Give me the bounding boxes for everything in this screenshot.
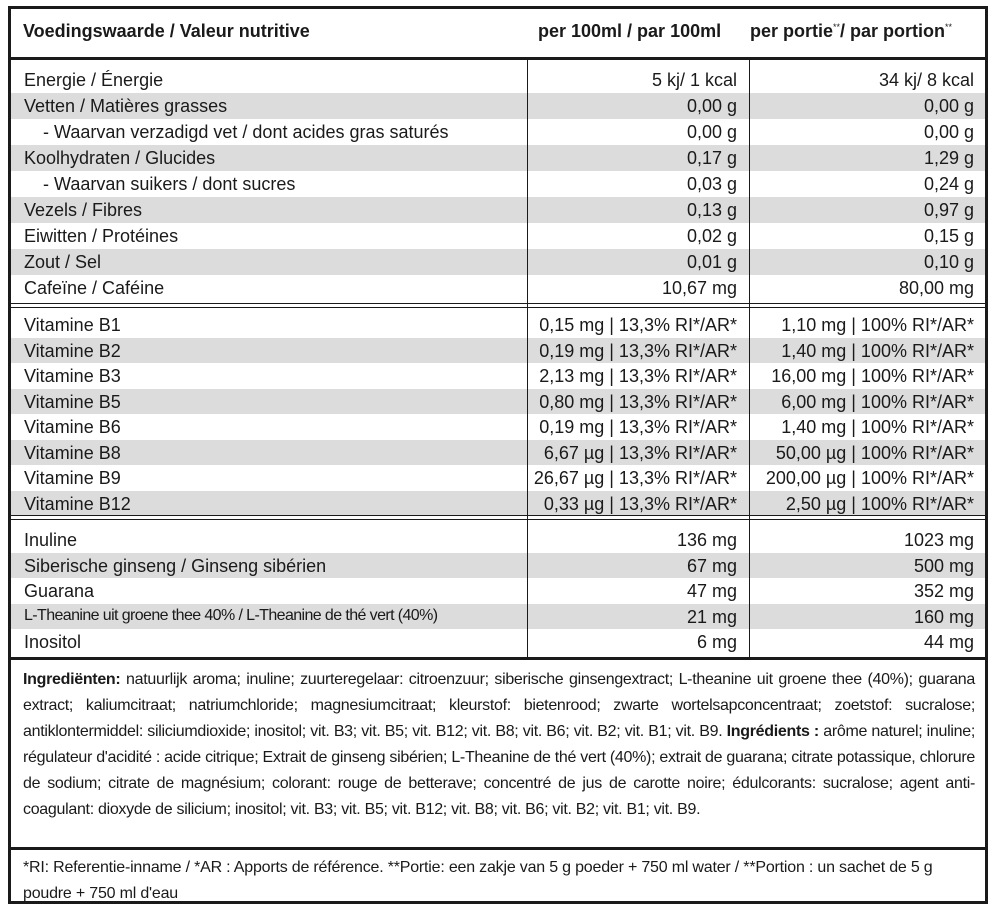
ingredient-row [11,553,985,579]
ingredients-nl-title: Ingrediënten: [23,671,121,688]
value-per-100ml: 5 kj/ 1 kcal [651,70,737,90]
vitamin-row [11,465,985,491]
value-per-portion: 200,00 µg | 100% RI*/AR* [765,468,974,488]
vitamin-row [11,363,985,389]
row-label: Inuline [24,530,78,550]
value-per-100ml: 0,01 g [686,252,737,272]
section-rule [11,307,985,308]
value-per-100ml: 136 mg [676,530,737,550]
row-label: Vitamine B3 [24,366,121,386]
header-portion-a: per portie [750,21,834,41]
row-label: Vitamine B8 [24,442,121,463]
nutrient-row [11,197,985,223]
value-per-100ml: 0,13 g [686,200,737,220]
ingredients-fr-title: Ingrédients : [726,723,819,740]
section-rule [11,519,985,520]
value-per-100ml: 67 mg [686,555,737,576]
nutrient-row [11,93,985,119]
ingredient-row [11,578,985,604]
nutrient-row [11,67,985,93]
header-star-b: ** [945,22,953,32]
value-per-100ml: 0,00 g [686,96,737,116]
section-rule [11,515,985,516]
nutrient-row [11,249,985,275]
vitamin-row [11,414,985,440]
value-per-portion: 50,00 µg | 100% RI*/AR* [775,442,974,463]
nutrient-row [11,145,985,171]
value-per-portion: 16,00 mg | 100% RI*/AR* [771,366,974,386]
ingredient-row [11,527,985,553]
value-per-portion: 1,40 mg | 100% RI*/AR* [781,340,974,361]
value-per-portion: 0,00 g [923,122,974,142]
value-per-portion: 0,24 g [923,174,974,194]
row-label: Energie / Énergie [24,70,164,90]
nutrient-row [11,171,985,197]
value-per-100ml: 0,17 g [686,148,737,168]
ingredients-nl: natuurlijk aroma; inuline; zuurteregelaar: citroenzuur; siberische ginsengextract; L-theanine uit groene thee (40%); guarana extract; kaliumcitraat; natriumchloride; magnesiumcitraat; kleurstof: bietenrood; zwarte wortelsapconcentraat; zoetstof: sucralose; antiklontermiddel: siliciumdioxide; inositol; vit. B3; vit. B5; vit. B12; vit. B8; vit. B6; vit. B2; vit. B1; vit. B9. [23,671,975,740]
row-label: Vitamine B6 [24,417,121,437]
value-per-portion: 6,00 mg | 100% RI*/AR* [781,391,974,412]
value-per-portion: 500 mg [913,555,974,576]
row-label: Vitamine B2 [24,340,121,361]
value-per-100ml: 0,80 mg | 13,3% RI*/AR* [539,391,737,412]
header-portion-b: / par portion [840,21,946,41]
row-label: Eiwitten / Protéines [24,226,179,246]
value-per-100ml: 6,67 µg | 13,3% RI*/AR* [543,442,737,463]
value-per-100ml: 0,00 g [686,122,737,142]
value-per-100ml: 0,19 mg | 13,3% RI*/AR* [539,417,737,437]
header-name: Voedingswaarde / Valeur nutritive [23,21,310,41]
ingredients-fr: arôme naturel; inuline; régulateur d'acidité : acide citrique; Extrait de ginseng sibérien; L-Theanine de thé vert (40%); extrait de guarana; citrate potassique, chlorure de sodium; citrate de magnésium; colorant: rouge de betterave; concentré de jus de carotte noire; édulcorants: sucralose; agent anti-coagulant: dioxyde de silicium; inositol; vit. B3; vit. B5; vit. B12; vit. B8; vit. B6; vit. B2; vit. B1; vit. B9. [23,723,975,818]
value-per-portion: 1023 mg [903,530,974,550]
value-per-100ml: 0,03 g [686,174,737,194]
vitamin-row [11,440,985,466]
value-per-portion: 44 mg [923,632,974,652]
row-label: Vitamine B1 [24,315,121,335]
nutrient-row [11,119,985,145]
value-per-100ml: 6 mg [696,632,737,652]
value-per-100ml: 2,13 mg | 13,3% RI*/AR* [539,366,737,386]
vitamin-row [11,338,985,364]
table-header [11,9,985,57]
row-label: Vitamine B9 [24,468,121,488]
header-rule [11,57,985,60]
row-label: - Waarvan verzadigd vet / dont acides gras saturés [43,122,449,142]
value-per-100ml: 0,19 mg | 13,3% RI*/AR* [539,340,737,361]
value-per-portion: 0,10 g [923,252,974,272]
ingredient-row [11,604,985,630]
value-per-portion: 1,29 g [923,148,974,168]
nutrient-row [11,223,985,249]
row-label: Vetten / Matières grasses [24,96,228,116]
table-bottom-rule [11,657,985,660]
value-per-portion: 0,00 g [923,96,974,116]
value-per-100ml: 10,67 mg [661,278,737,298]
column-divider [749,60,750,657]
row-label: Koolhydraten / Glucides [24,148,216,168]
value-per-100ml: 0,33 µg | 13,3% RI*/AR* [543,493,737,514]
value-per-100ml: 0,02 g [686,226,737,246]
header-per-100ml: per 100ml / par 100ml [538,21,722,41]
value-per-100ml: 26,67 µg | 13,3% RI*/AR* [533,468,737,488]
value-per-100ml: 21 mg [686,606,737,627]
row-label: Vitamine B5 [24,391,121,412]
row-label: - Waarvan suikers / dont sucres [43,174,296,194]
row-label: L-Theanine uit groene thee 40% / L-Theanine de thé vert (40%) [24,606,438,624]
nutrition-panel [8,6,988,904]
row-label: Inositol [24,632,82,652]
value-per-portion: 0,15 g [923,226,974,246]
vitamin-row [11,491,985,517]
header-per-portion [750,21,952,42]
row-label: Vitamine B12 [24,493,131,514]
row-label: Siberische ginseng / Ginseng sibérien [24,555,327,576]
value-per-portion: 80,00 mg [898,278,974,298]
value-per-portion: 1,10 mg | 100% RI*/AR* [781,315,974,335]
header-star-a: ** [833,22,841,32]
value-per-portion: 0,97 g [923,200,974,220]
row-label: Zout / Sel [24,252,102,272]
row-label: Vezels / Fibres [24,200,143,220]
nutrient-row [11,275,985,301]
value-per-portion: 352 mg [913,581,974,601]
vitamin-row [11,312,985,338]
footnote: *RI: Referentie-inname / *AR : Apports de référence. **Portie: een zakje van 5 g poeder + 750 ml water / **Portion : un sachet de 5 g poudre + 750 ml d'eau [23,859,933,902]
footnote-rule [11,847,985,850]
section-rule [11,303,985,304]
row-label: Guarana [24,581,95,601]
ingredients-text [23,667,975,823]
value-per-portion: 1,40 mg | 100% RI*/AR* [781,417,974,437]
column-divider [527,60,528,657]
value-per-portion: 34 kj/ 8 kcal [878,70,974,90]
value-per-100ml: 0,15 mg | 13,3% RI*/AR* [539,315,737,335]
value-per-portion: 2,50 µg | 100% RI*/AR* [785,493,974,514]
value-per-100ml: 47 mg [686,581,737,601]
ingredient-row [11,629,985,655]
row-label: Cafeïne / Caféine [24,278,165,298]
value-per-portion: 160 mg [913,606,974,627]
vitamin-row [11,389,985,415]
